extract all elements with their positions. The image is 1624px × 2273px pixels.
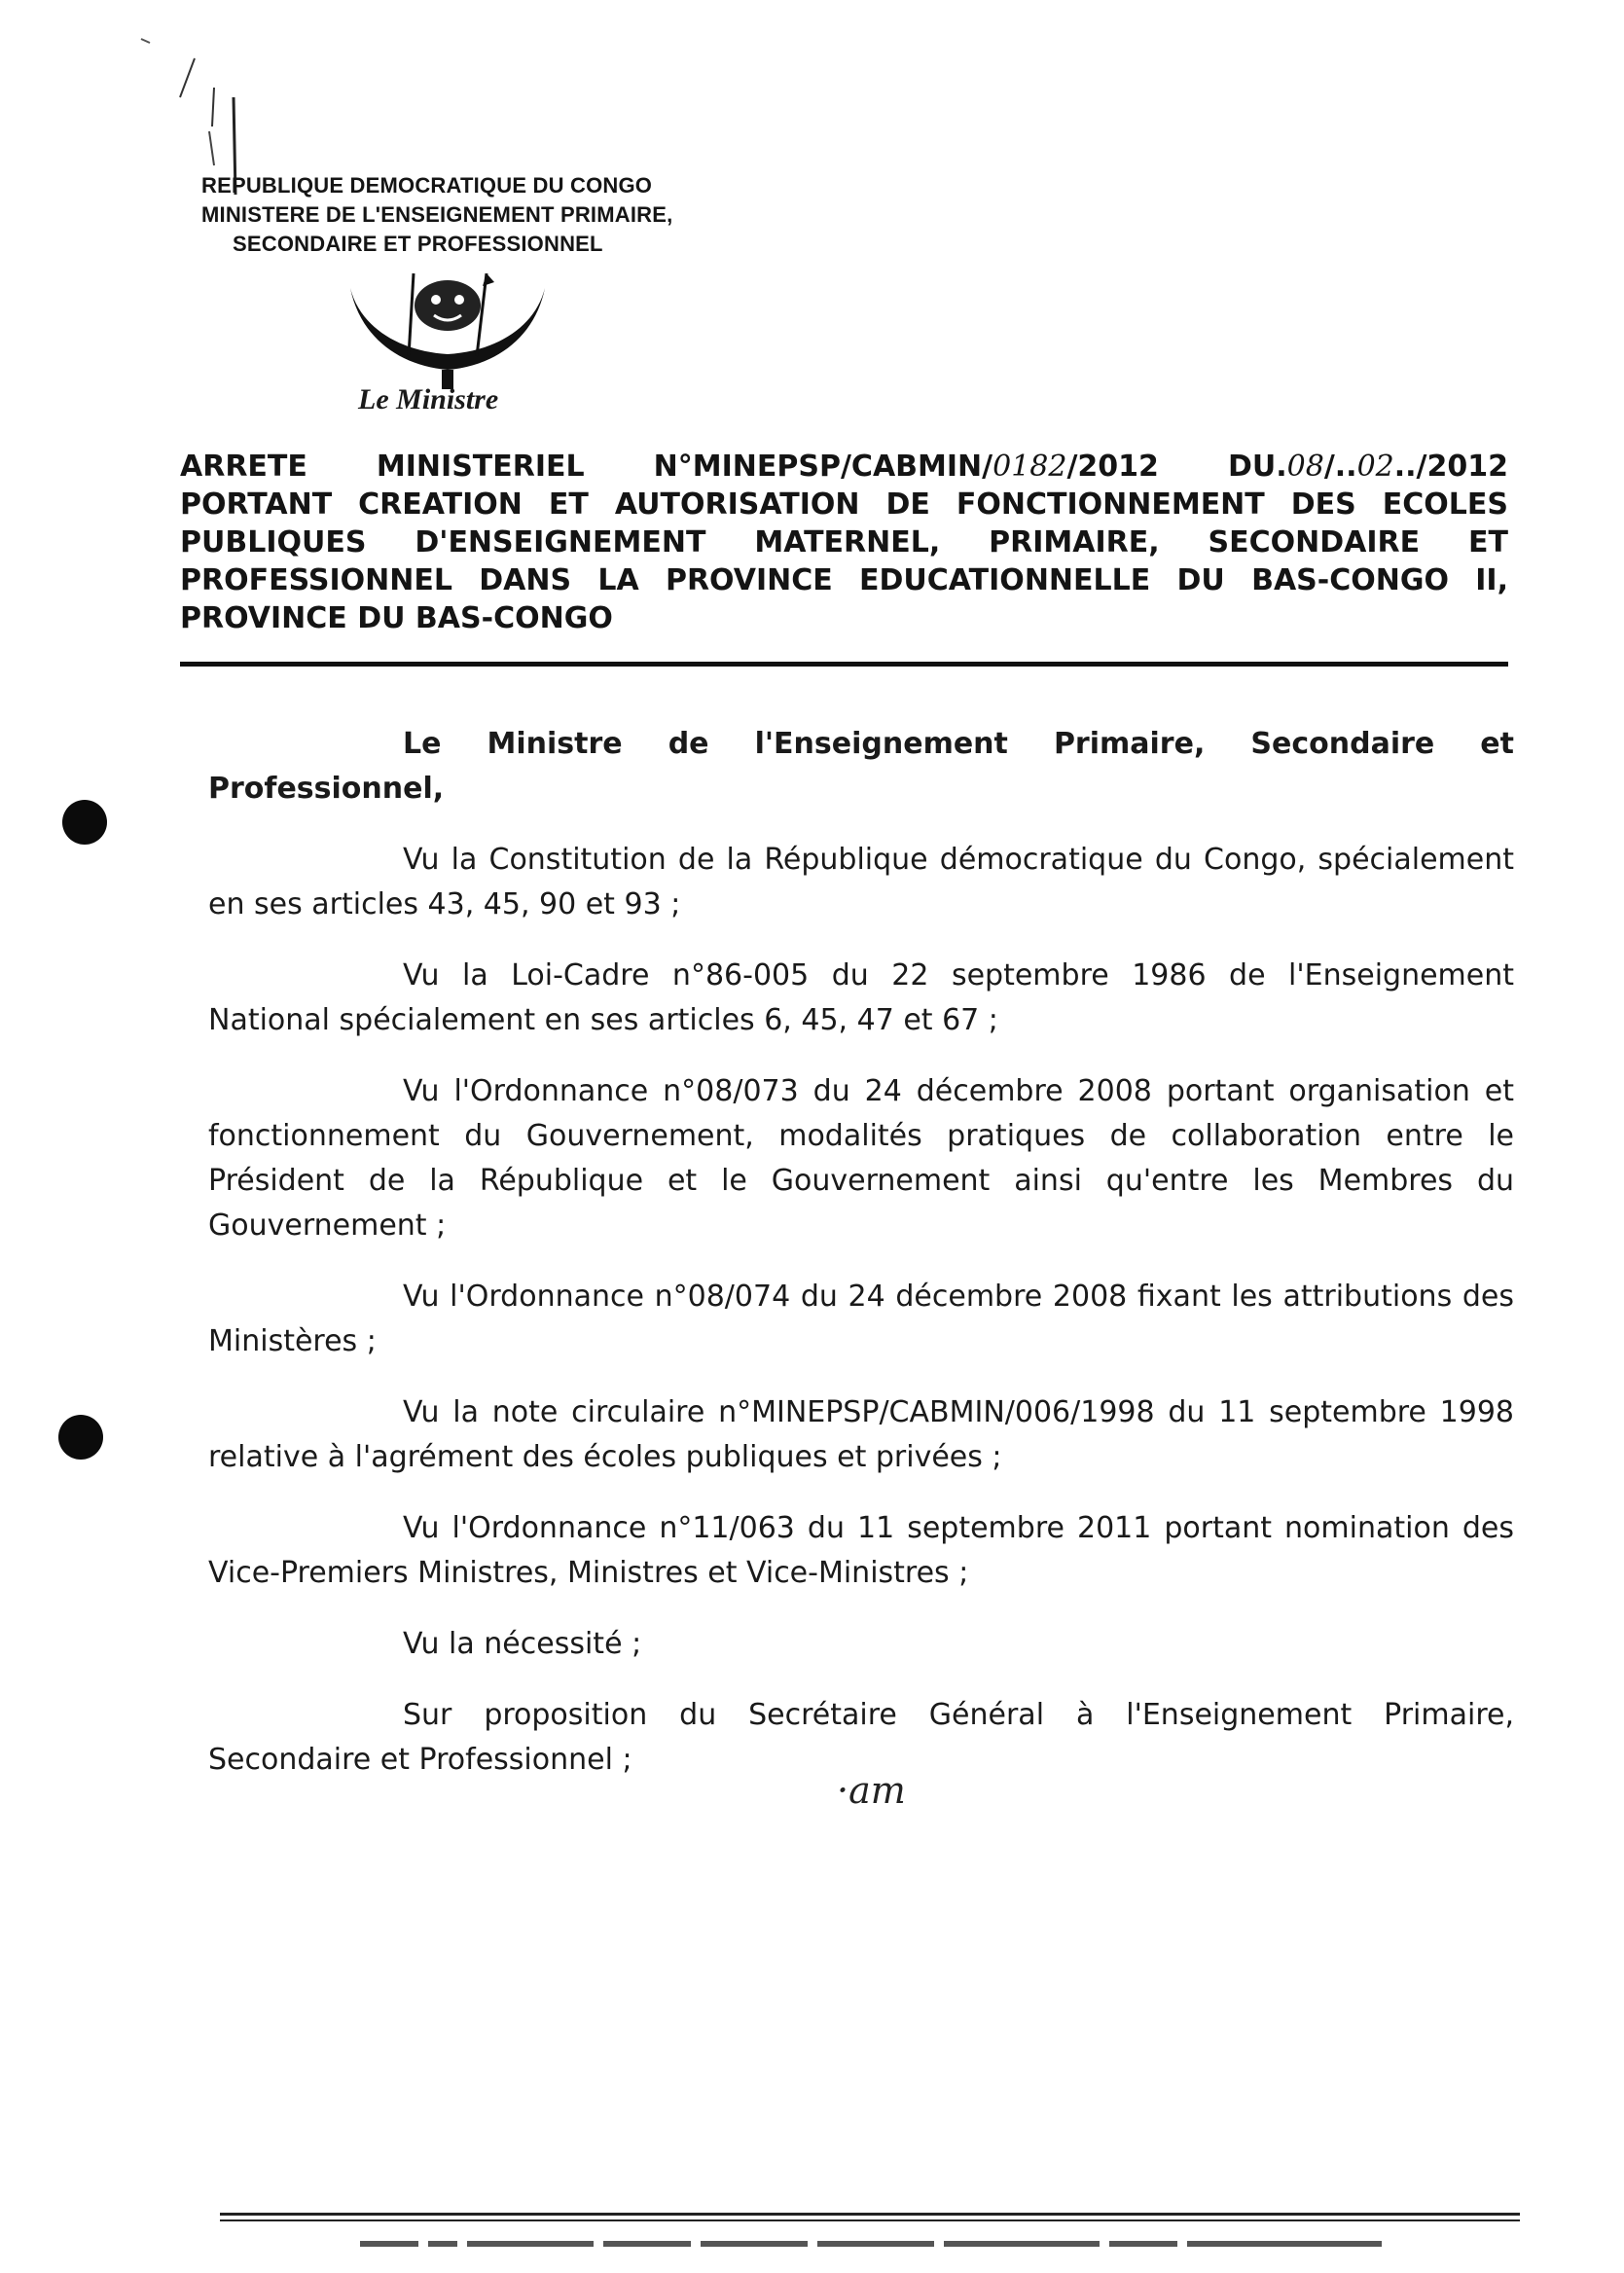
minister-label: Le Ministre	[358, 383, 499, 415]
title-line-2: PORTANT CREATION ET AUTORISATION DE FONCTIONNEMENT DES ECOLES	[180, 487, 1508, 522]
coat-of-arms-icon	[341, 269, 555, 393]
intro-paragraph: Le Ministre de l'Enseignement Primaire, Secondaire et Professionnel,	[208, 727, 1514, 806]
handwritten-day: 08	[1286, 450, 1324, 484]
letterhead-ministry-cont: SECONDAIRE ET PROFESSIONNEL	[233, 232, 603, 256]
visa-paragraph: Vu l'Ordonnance n°08/074 du 24 décembre 2008 fixant les attributions des Ministères ;	[208, 1280, 1514, 1358]
handwritten-month: 02	[1356, 450, 1394, 484]
title-line-reference: ARRETE MINISTERIEL N°MINEPSP/CABMIN/0182/2012 DU.08/..02../2012	[180, 450, 1508, 484]
letterhead-ministry: MINISTERE DE L'ENSEIGNEMENT PRIMAIRE,	[201, 202, 673, 227]
title-line-4: PROFESSIONNEL DANS LA PROVINCE EDUCATIONNELLE DU BAS-CONGO II,	[180, 563, 1508, 597]
proposal-paragraph: Sur proposition du Secrétaire Général à l'Enseignement Primaire, Secondaire et Professionnel ;	[208, 1698, 1514, 1777]
decree-title	[180, 448, 1508, 637]
punch-hole	[62, 800, 107, 845]
title-divider	[180, 662, 1508, 667]
punch-hole	[58, 1415, 103, 1460]
handwritten-initials: ·am	[837, 1769, 906, 1812]
handwritten-mark	[136, 19, 311, 195]
visa-paragraph: Vu l'Ordonnance n°08/073 du 24 décembre 2008 portant organisation et fonctionnement du Gouvernement, modalités pratiques de collaboration entre le Président de la République et le Gouvernement ainsi qu'entre les Membres du Gouvernement ;	[208, 1074, 1514, 1243]
decree-body	[208, 722, 1514, 1809]
title-line-5: PROVINCE DU BAS-CONGO	[180, 601, 613, 635]
title-line-3: PUBLIQUES D'ENSEIGNEMENT MATERNEL, PRIMAIRE, SECONDAIRE ET	[180, 525, 1508, 559]
letterhead-country: REPUBLIQUE DEMOCRATIQUE DU CONGO	[201, 173, 653, 198]
handwritten-decree-number: 0182	[992, 450, 1067, 484]
footer-contact-cropped	[360, 2232, 1430, 2248]
visa-paragraph: Vu la nécessité ;	[403, 1627, 642, 1661]
visa-paragraph: Vu l'Ordonnance n°11/063 du 11 septembre 2011 portant nomination des Vice-Premiers Ministres, Ministres et Vice-Ministres ;	[208, 1511, 1514, 1590]
footer-rule	[220, 2213, 1520, 2216]
letterhead	[201, 171, 785, 259]
visa-paragraph: Vu la Constitution de la République démocratique du Congo, spécialement en ses articles 43, 45, 90 et 93 ;	[208, 843, 1514, 921]
visa-paragraph: Vu la note circulaire n°MINEPSP/CABMIN/006/1998 du 11 septembre 1998 relative à l'agrément des écoles publiques et privées ;	[208, 1395, 1514, 1474]
visa-paragraph: Vu la Loi-Cadre n°86-005 du 22 septembre 1986 de l'Enseignement National spécialement en ses articles 6, 45, 47 et 67 ;	[208, 958, 1514, 1037]
footer-rule	[220, 2219, 1520, 2221]
